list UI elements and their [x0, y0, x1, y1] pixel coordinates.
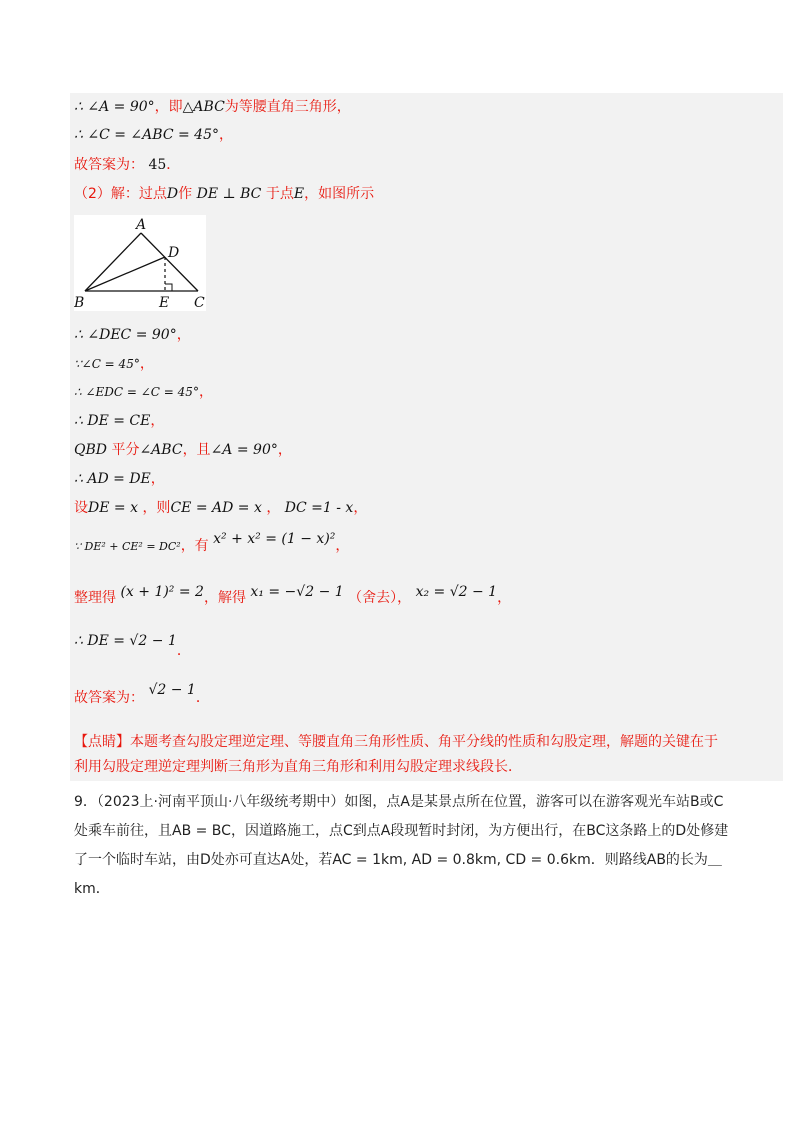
solution-line-15: [74, 682, 210, 708]
solution-text: ，: [150, 471, 165, 487]
math-expression: ∴ ∠C = ∠ABC = 45°: [74, 127, 219, 143]
solution-line-7: [74, 382, 213, 402]
math-expression: ∴ ∠DEC = 90°: [74, 327, 177, 343]
solution-text: 作: [178, 186, 193, 202]
solution-text: ，解得: [203, 590, 246, 606]
math-expression: DE ⊥ BC: [196, 186, 262, 202]
segment-ac: [141, 233, 198, 291]
solution-text: 故答案为：: [74, 157, 144, 173]
math-expression: QBD: [74, 442, 107, 458]
solution-line-10: [74, 469, 165, 489]
answer-value: 45: [148, 157, 167, 173]
solution-text: ，: [266, 500, 281, 516]
math-expression: △ABC: [182, 99, 225, 115]
solution-line-3: [74, 155, 180, 175]
right-angle-mark: [165, 284, 172, 291]
solution-line-8: [74, 411, 164, 431]
math-expression: (x + 1)² = 2: [120, 584, 204, 600]
solution-line-13: [74, 584, 512, 608]
solution-text: ，: [198, 384, 213, 400]
math-expression: D: [166, 186, 179, 202]
solution-text: ．: [195, 690, 210, 706]
solution-text: ，即: [154, 99, 183, 115]
solution-line-9: [74, 440, 292, 460]
math-expression: ∠ABC: [139, 442, 183, 458]
solution-text: ，: [353, 500, 368, 516]
solution-text: （舍去），: [348, 590, 412, 606]
math-expression: ∴ ∠A = 90°: [74, 99, 155, 115]
math-expression: DE = x: [88, 500, 138, 516]
math-expression: x² + x² = (1 − x)²: [213, 531, 336, 547]
segment-bd: [85, 257, 165, 291]
solution-line-12: [74, 531, 350, 557]
math-expression: ∠A = 90°: [210, 442, 278, 458]
solution-text: ，有: [180, 538, 209, 554]
math-expression: ∴ AD = DE: [74, 471, 151, 487]
solution-line-6: [74, 354, 154, 374]
label-c: C: [194, 295, 205, 311]
math-expression: CE = AD = x: [170, 500, 262, 516]
answer-value: √2 − 1: [148, 682, 196, 698]
solution-text: ，如图所示: [304, 186, 375, 202]
triangle-diagram: [74, 215, 206, 311]
label-a: A: [136, 217, 147, 233]
solution-text: 故答案为：: [74, 690, 144, 706]
label-b: B: [74, 295, 85, 311]
solution-text: ，: [497, 590, 512, 606]
math-expression: DC =1 - x: [284, 500, 354, 516]
segment-ab: [85, 233, 141, 291]
solution-line-4: [74, 184, 374, 204]
solution-text: 于点: [265, 186, 294, 202]
triangle-figure: [74, 215, 206, 311]
math-expression: ∴ ∠EDC = ∠C = 45°: [74, 385, 199, 399]
solution-text: ，: [139, 356, 154, 372]
solution-text: ，: [176, 327, 191, 343]
solution-line-2: [74, 125, 233, 145]
math-expression: x₂ = √2 − 1: [415, 584, 498, 600]
solution-text: ，: [218, 127, 233, 143]
solution-line-5: [74, 325, 191, 345]
math-expression: E: [293, 186, 305, 202]
solution-text: 整理得: [74, 590, 116, 606]
solution-text: ．: [166, 157, 181, 173]
key-point-comment: 【点睛】本题考查勾股定理逆定理、等腰直角三角形性质、角平分线的性质和勾股定理，解题的关键在于利用勾股定理逆定理判断三角形为直角三角形和利用勾股定理求线段长．: [74, 734, 718, 775]
math-expression: x₁ = −√2 − 1: [250, 584, 344, 600]
solution-line-11: [74, 498, 367, 518]
solution-text: ，且: [182, 442, 211, 458]
math-expression: ∵∠C = 45°: [74, 357, 140, 371]
math-expression: ∴ DE = √2 − 1: [74, 633, 177, 649]
solution-line-1: [74, 97, 351, 117]
solution-text: 设: [74, 500, 88, 516]
solution-text: 为等腰直角三角形，: [224, 99, 351, 115]
solution-text: ，: [277, 442, 292, 458]
solution-text: ．: [176, 643, 191, 659]
solution-text: ，: [335, 538, 350, 554]
solution-text: ，则: [142, 500, 171, 516]
solution-text: 平分: [111, 442, 140, 458]
question-9: 9．（2023上·河南平顶山·八年级统考期中）如图，点A是某景点所在位置，游客可以在游客观光车站B或C处乘车前往，且AB = BC，因道路施工，点C到点A段现暂时封闭，为方便出行，在BC这条路上的D处修建了一个临时车站，由D处亦可直达A处，若AC = 1km, AD = 0.8km, CD = 0.6km．则路线AB的长为＿km．: [74, 794, 729, 897]
label-d: D: [168, 245, 180, 261]
solution-line-14: [74, 631, 191, 659]
solution-text: ，: [150, 413, 165, 429]
math-expression: ∴ DE = CE: [74, 413, 151, 429]
solution-text: （2）解：过点: [74, 186, 167, 202]
label-e: E: [159, 295, 170, 311]
math-expression: ∵ DE² + CE² = DC²: [74, 540, 181, 553]
